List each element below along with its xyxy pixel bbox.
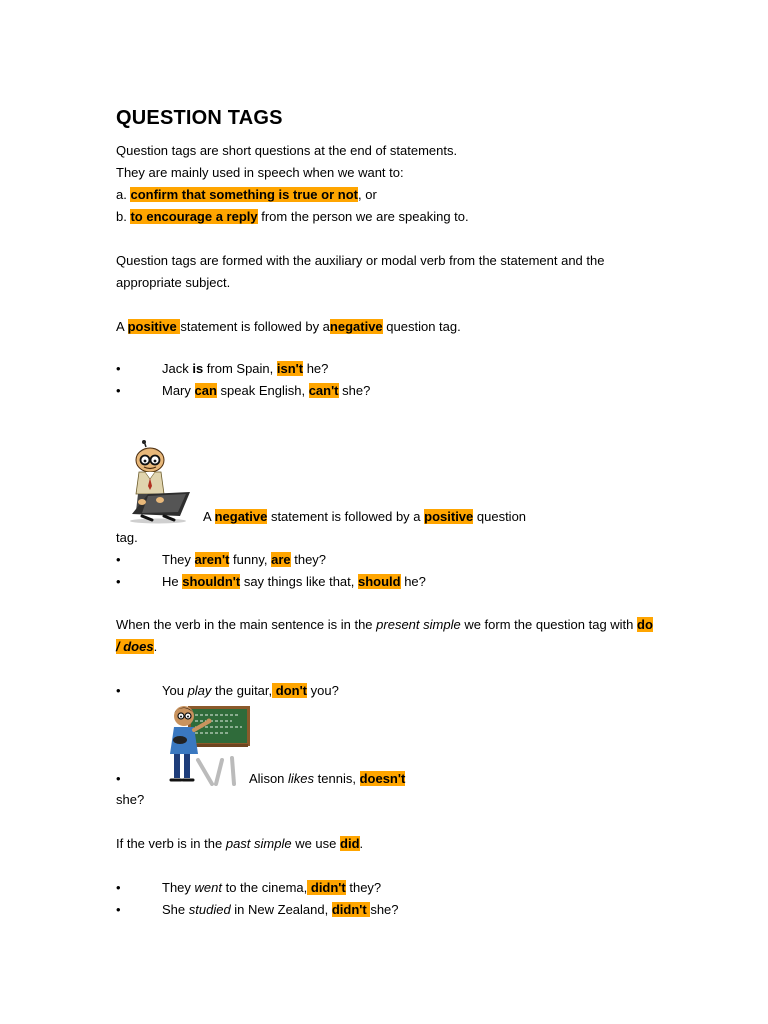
highlight: / does bbox=[116, 639, 154, 654]
highlight: confirm that something is true or not bbox=[130, 187, 358, 202]
rule-negative-statement: A negative statement is followed by a positive question bbox=[203, 509, 527, 524]
highlight: negative bbox=[214, 509, 268, 524]
highlight: do bbox=[637, 617, 653, 632]
formation-line-2: appropriate subject. bbox=[116, 275, 231, 290]
bullet: • bbox=[116, 552, 121, 567]
highlight: doesn't bbox=[359, 771, 406, 786]
highlight: positive bbox=[424, 509, 474, 524]
bullet: • bbox=[116, 383, 121, 398]
cartoon-student-laptop-image bbox=[124, 440, 194, 524]
highlight: shouldn't bbox=[182, 574, 241, 589]
present-simple-rule: When the verb in the main sentence is in the present simple we form the question tag with do bbox=[116, 617, 653, 632]
bullet: • bbox=[116, 902, 121, 917]
bullet: • bbox=[116, 361, 121, 376]
bullet: • bbox=[116, 683, 121, 698]
intro-line-1: Question tags are short questions at the end of statements. bbox=[116, 143, 458, 158]
bullet: • bbox=[116, 574, 121, 589]
intro-line-2: They are mainly used in speech when we want to: bbox=[116, 165, 404, 180]
intro-item-b: b. to encourage a reply from the person we are speaking to. bbox=[116, 209, 469, 224]
page-title: QUESTION TAGS bbox=[116, 107, 283, 129]
highlight: can bbox=[194, 383, 217, 398]
highlight: should bbox=[357, 574, 401, 589]
cartoon-teacher-chalkboard-image bbox=[162, 700, 252, 786]
highlight: didn't bbox=[307, 880, 346, 895]
highlight: don't bbox=[272, 683, 307, 698]
bullet: • bbox=[116, 771, 121, 786]
highlight: can't bbox=[308, 383, 339, 398]
formation-line-1: Question tags are formed with the auxiliary or modal verb from the statement and the bbox=[116, 253, 605, 268]
rule-negative-statement-wrap: tag. bbox=[116, 530, 138, 545]
present-simple-rule-wrap: / does. bbox=[116, 639, 158, 654]
bullet: • bbox=[116, 880, 121, 895]
highlight: are bbox=[271, 552, 291, 567]
highlight: isn't bbox=[276, 361, 304, 376]
intro-item-a: a. confirm that something is true or not, or bbox=[116, 187, 377, 202]
list-item-wrap: she? bbox=[116, 792, 145, 807]
document-page: QUESTION TAGS Question tags are short questions at the end of statements. They are mainly used in speech when we want to: a. confirm that something is true or not, or b. to encourage a reply from the person we are speaking to. Question tags are formed with the auxiliary or modal verb from the statement and the appropriate subject. A positive statement is followed by anegative question tag. • Jack is from Spain, isn't he? • Mary can speak English, can't she? A negative statement is followed by a positive question tag. • They aren't funny, are they? • He shouldn't say things like that, should he? When the verb in the main sentence is in the present simple we form the question tag with do / does. • You play the guitar, don't you? • Alison likes tennis, doesn't she? If the verb is in the past simple we use did. • They went to the cinema, didn't they? • She studied in New Zealand, didn't she? bbox=[116, 107, 653, 917]
highlight: negative bbox=[329, 319, 383, 334]
highlight: positive bbox=[127, 319, 181, 334]
rule-positive-statement: A positive statement is followed by anegative question tag. bbox=[116, 319, 461, 334]
highlight: did bbox=[340, 836, 360, 851]
highlight: aren't bbox=[194, 552, 230, 567]
highlight: didn't bbox=[331, 902, 371, 917]
past-simple-rule: If the verb is in the past simple we use did. bbox=[116, 836, 364, 851]
highlight: to encourage a reply bbox=[130, 209, 258, 224]
